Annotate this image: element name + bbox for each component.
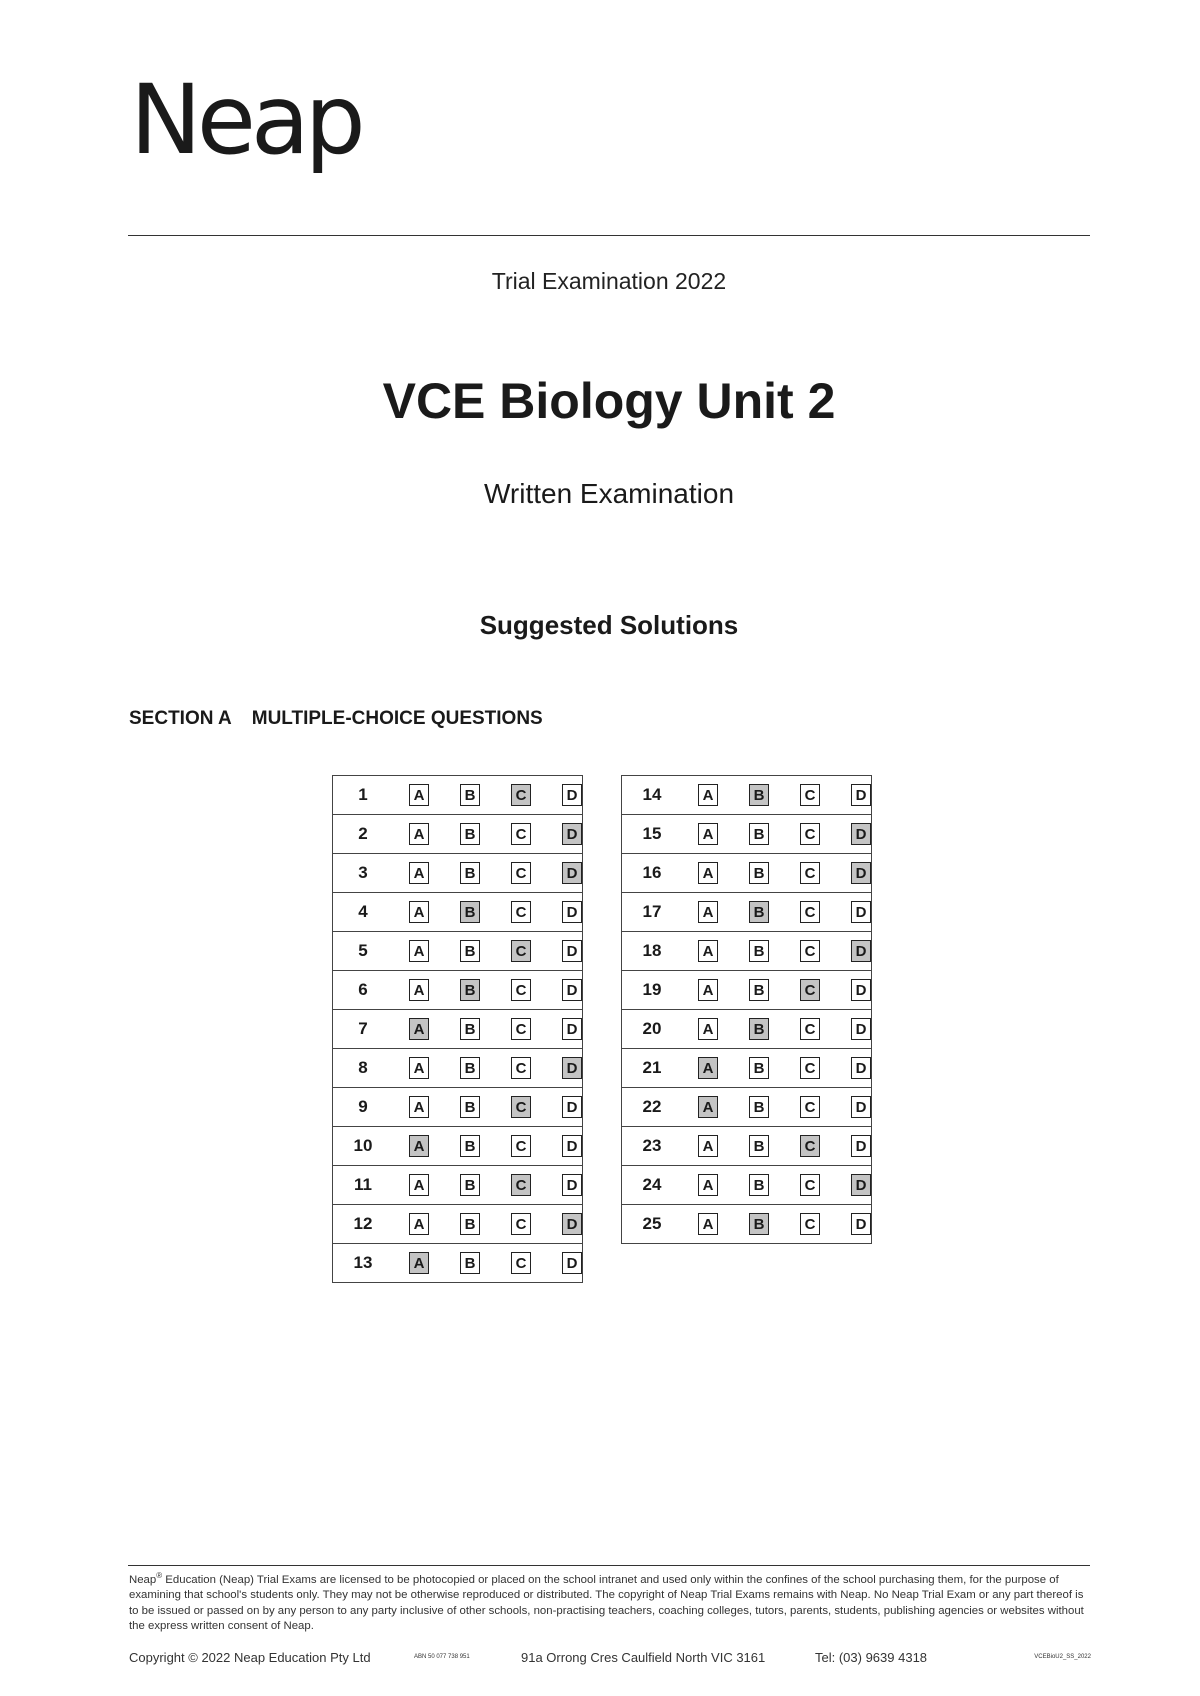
- question-number: 1: [358, 785, 368, 804]
- answer-row: [622, 854, 872, 893]
- option-c: C: [800, 1057, 820, 1079]
- neap-logo: Neap: [130, 64, 361, 176]
- option-a: A: [409, 940, 429, 962]
- legal-text: Education (Neap) Trial Exams are licensed to be photocopied or placed on the school intranet and used only within the confines of the school purchasing them, for the purpose of examining that school's students only. They may not be otherwise reproduced or distributed. The copyright of Neap Trial Exams remains with Neap. No Neap Trial Exam or any part thereof is to be issued or passed on by any person to any party inclusive of other schools, non-practising teachers, coaching colleges, tutors, parents, students, publishing agencies or websites without the express written consent of Neap.: [129, 1573, 1084, 1633]
- legal-notice: [129, 1568, 1089, 1635]
- option-d: D: [851, 1135, 871, 1157]
- option-a: A: [409, 1057, 429, 1079]
- option-a: A: [698, 784, 718, 806]
- option-b: B: [460, 1174, 480, 1196]
- option-a: A: [409, 823, 429, 845]
- option-a: A: [698, 823, 718, 845]
- answer-row: [333, 854, 583, 893]
- answer-row: [333, 893, 583, 932]
- answer-row: [622, 1205, 872, 1244]
- option-c: C: [800, 784, 820, 806]
- answer-row: [333, 971, 583, 1010]
- option-b-selected: B: [749, 1018, 769, 1040]
- question-number: 2: [358, 824, 368, 843]
- question-number: 18: [642, 941, 662, 960]
- telephone-text: Tel: (03) 9639 4318: [815, 1650, 928, 1665]
- option-a-selected: A: [698, 1096, 718, 1118]
- option-b: B: [460, 862, 480, 884]
- option-c: C: [800, 1096, 820, 1118]
- option-d: D: [562, 1252, 582, 1274]
- option-b: B: [460, 1135, 480, 1157]
- answer-row: [622, 1049, 872, 1088]
- option-b: B: [749, 979, 769, 1001]
- option-a: A: [409, 901, 429, 923]
- question-number: 14: [642, 785, 662, 804]
- answer-row: [622, 776, 872, 815]
- option-a: A: [698, 979, 718, 1001]
- registered-mark: ®: [156, 1571, 163, 1580]
- question-number: 19: [642, 980, 662, 999]
- option-c: C: [511, 1213, 531, 1235]
- question-number: 4: [358, 902, 368, 921]
- option-b: B: [749, 1057, 769, 1079]
- option-c: C: [511, 1135, 531, 1157]
- option-b: B: [460, 823, 480, 845]
- question-number: 21: [642, 1058, 662, 1077]
- option-d-selected: D: [562, 823, 582, 845]
- question-number: 8: [358, 1058, 368, 1077]
- answer-row: [333, 776, 583, 815]
- answer-row: [622, 932, 872, 971]
- answer-row: [622, 815, 872, 854]
- footer-divider: [128, 1565, 1090, 1566]
- question-number: 20: [642, 1019, 662, 1038]
- legal-brand: Neap: [129, 1573, 157, 1586]
- question-number: 7: [358, 1019, 368, 1038]
- option-c: C: [511, 1252, 531, 1274]
- option-d: D: [851, 1096, 871, 1118]
- option-d: D: [562, 979, 582, 1001]
- question-number: 16: [642, 863, 662, 882]
- answer-row: [622, 1127, 872, 1166]
- answer-row: [622, 971, 872, 1010]
- question-number: 11: [354, 1175, 372, 1194]
- option-a: A: [698, 1213, 718, 1235]
- option-b-selected: B: [749, 901, 769, 923]
- option-b: B: [749, 862, 769, 884]
- option-b-selected: B: [749, 1213, 769, 1235]
- option-d: D: [562, 784, 582, 806]
- section-heading: [129, 708, 543, 730]
- answer-row: [333, 1127, 583, 1166]
- question-number: 24: [642, 1175, 662, 1194]
- option-c: C: [800, 1174, 820, 1196]
- option-c-selected: C: [511, 940, 531, 962]
- option-a: A: [698, 1018, 718, 1040]
- question-number: 15: [642, 824, 662, 843]
- option-a: A: [698, 940, 718, 962]
- option-b-selected: B: [749, 784, 769, 806]
- page-title: VCE Biology Unit 2: [382, 373, 836, 429]
- option-c-selected: C: [800, 1135, 820, 1157]
- option-d-selected: D: [851, 862, 871, 884]
- option-c: C: [511, 979, 531, 1001]
- option-a: A: [698, 1174, 718, 1196]
- option-c: C: [511, 1057, 531, 1079]
- option-c: C: [800, 862, 820, 884]
- option-d: D: [562, 1096, 582, 1118]
- answer-grid-right: [621, 775, 872, 1244]
- option-b: B: [749, 1135, 769, 1157]
- answer-row: [622, 1166, 872, 1205]
- answer-row: [333, 1244, 583, 1283]
- question-number: 10: [353, 1136, 373, 1155]
- question-number: 5: [358, 941, 368, 960]
- option-d-selected: D: [851, 940, 871, 962]
- option-d: D: [851, 901, 871, 923]
- option-c-selected: C: [800, 979, 820, 1001]
- option-a: A: [409, 1096, 429, 1118]
- option-c-selected: C: [511, 1174, 531, 1196]
- option-c: C: [800, 1018, 820, 1040]
- answer-row: [333, 1088, 583, 1127]
- option-d: D: [562, 1018, 582, 1040]
- option-b: B: [749, 1174, 769, 1196]
- address-text: 91a Orrong Cres Caulfield North VIC 3161: [521, 1650, 766, 1665]
- question-number: 12: [353, 1214, 373, 1233]
- option-d: D: [851, 1018, 871, 1040]
- option-d-selected: D: [562, 1213, 582, 1235]
- question-number: 25: [642, 1214, 662, 1233]
- option-c: C: [800, 940, 820, 962]
- section-name: MULTIPLE-CHOICE QUESTIONS: [251, 708, 543, 729]
- option-c: C: [511, 862, 531, 884]
- option-d: D: [851, 784, 871, 806]
- option-b-selected: B: [460, 901, 480, 923]
- option-d: D: [562, 1135, 582, 1157]
- answer-grid-left: [332, 775, 583, 1283]
- option-a-selected: A: [409, 1018, 429, 1040]
- option-d: D: [851, 1213, 871, 1235]
- option-a: A: [409, 862, 429, 884]
- option-d: D: [562, 940, 582, 962]
- header-divider: [128, 235, 1090, 236]
- option-a: A: [409, 979, 429, 1001]
- question-number: 23: [642, 1136, 662, 1155]
- answer-row: [333, 1049, 583, 1088]
- option-d-selected: D: [851, 823, 871, 845]
- option-c: C: [511, 1018, 531, 1040]
- option-c: C: [800, 823, 820, 845]
- option-b: B: [460, 1018, 480, 1040]
- question-number: 9: [358, 1097, 368, 1116]
- option-a: A: [409, 1174, 429, 1196]
- answer-row: [622, 1010, 872, 1049]
- question-number: 3: [358, 863, 368, 882]
- option-a: A: [698, 862, 718, 884]
- question-number: 13: [353, 1253, 373, 1272]
- option-c: C: [511, 823, 531, 845]
- option-a: A: [409, 784, 429, 806]
- option-d-selected: D: [851, 1174, 871, 1196]
- trial-label: Trial Examination 2022: [491, 268, 727, 294]
- option-d-selected: D: [562, 862, 582, 884]
- option-b: B: [749, 1096, 769, 1118]
- option-a-selected: A: [698, 1057, 718, 1079]
- option-d: D: [851, 1057, 871, 1079]
- option-d: D: [562, 1174, 582, 1196]
- option-c-selected: C: [511, 784, 531, 806]
- option-a-selected: A: [409, 1252, 429, 1274]
- answer-row: [333, 1010, 583, 1049]
- page-subtitle: Written Examination: [483, 478, 735, 509]
- section-label: SECTION A: [129, 708, 232, 729]
- option-b: B: [460, 940, 480, 962]
- option-b: B: [460, 1057, 480, 1079]
- solutions-heading: Suggested Solutions: [479, 610, 739, 640]
- option-a-selected: A: [409, 1135, 429, 1157]
- abn-text: ABN 50 077 738 951: [414, 1654, 470, 1660]
- option-b: B: [460, 1213, 480, 1235]
- question-number: 22: [642, 1097, 662, 1116]
- answer-row: [333, 932, 583, 971]
- option-c: C: [800, 1213, 820, 1235]
- copyright-text: Copyright © 2022 Neap Education Pty Ltd: [129, 1650, 371, 1665]
- option-b: B: [460, 784, 480, 806]
- answer-row: [333, 1166, 583, 1205]
- option-c-selected: C: [511, 1096, 531, 1118]
- option-b-selected: B: [460, 979, 480, 1001]
- option-b: B: [749, 940, 769, 962]
- answer-row: [333, 1205, 583, 1244]
- option-c: C: [511, 901, 531, 923]
- option-a: A: [698, 1135, 718, 1157]
- option-b: B: [749, 823, 769, 845]
- option-d-selected: D: [562, 1057, 582, 1079]
- option-a: A: [698, 901, 718, 923]
- option-a: A: [409, 1213, 429, 1235]
- option-b: B: [460, 1252, 480, 1274]
- answer-row: [622, 893, 872, 932]
- option-c: C: [800, 901, 820, 923]
- answer-row: [333, 815, 583, 854]
- option-b: B: [460, 1096, 480, 1118]
- question-number: 6: [358, 980, 368, 999]
- option-d: D: [851, 979, 871, 1001]
- document-code: VCEBioU2_SS_2022: [1034, 1654, 1091, 1660]
- answer-row: [622, 1088, 872, 1127]
- question-number: 17: [642, 902, 662, 921]
- option-d: D: [562, 901, 582, 923]
